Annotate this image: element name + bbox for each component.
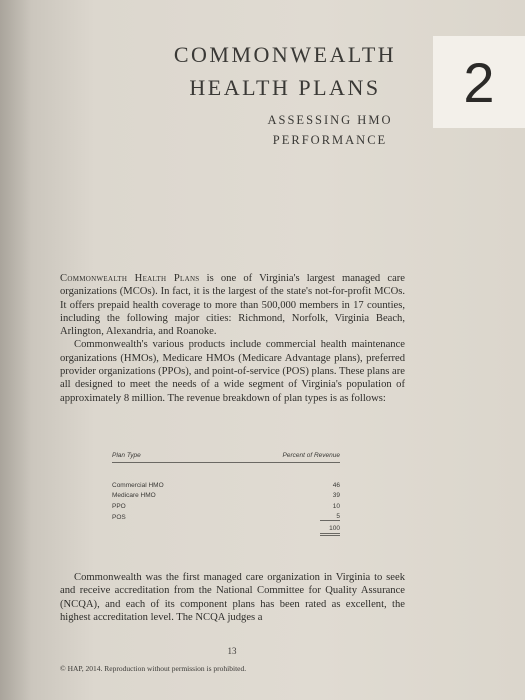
table-row bbox=[112, 501, 340, 512]
paragraph-2: Commonwealth's various products include commercial health maintenance organizations (HMOs), Medicare HMOs (Medicare Advantage plans), preferred provider organizations (PPOs), and point-of-service (POS) plans. These plans are all designed to meet the needs of a wide segment of Virginia's population of approximately 8 million. The revenue breakdown of plan types is as follows: bbox=[60, 339, 405, 404]
plan-type-cell: Medicare HMO bbox=[112, 492, 156, 500]
table-row bbox=[112, 512, 340, 523]
paragraph-3: Commonwealth was the first managed care organization in Virginia to seek and receive accreditation from the National Committee for Quality Assurance (NCQA), and each of its component plans has been rated as excellent, the highest accreditation level. The NCQA judges a bbox=[60, 572, 405, 623]
percent-cell: 5 bbox=[320, 513, 340, 521]
table-row bbox=[112, 480, 340, 491]
revenue-table-header bbox=[112, 452, 340, 463]
chapter-subtitle-line-1: ASSESSING HMO bbox=[267, 113, 393, 127]
chapter-number-tab bbox=[433, 36, 525, 128]
copyright-notice: © HAP, 2014. Reproduction without permission is prohibited. bbox=[60, 664, 247, 673]
revenue-table-body bbox=[112, 480, 340, 536]
plan-type-cell: PPO bbox=[112, 502, 126, 510]
chapter-title bbox=[150, 38, 420, 104]
body-text bbox=[60, 272, 405, 405]
plan-type-cell: POS bbox=[112, 513, 126, 521]
percent-cell: 10 bbox=[332, 502, 340, 510]
company-name-smallcaps: Commonwealth Health Plans bbox=[60, 273, 200, 284]
table-row bbox=[112, 491, 340, 502]
chapter-title-line-1: COMMONWEALTH bbox=[173, 42, 397, 67]
total-cell: 100 bbox=[320, 525, 340, 536]
paragraph-1-text: is one of Virginia's largest managed care organizations (MCOs). In fact, it is the largest of the state's not-for-profit MCOs. It offers prepaid health coverage to more than 500,000 members in 17 counties, including the following major cities: Richmond, Norfolk, Virginia Beach, Arlington, Alexandria, and Roanoke. bbox=[60, 273, 405, 338]
percent-cell: 39 bbox=[332, 492, 340, 500]
paragraph-1 bbox=[60, 272, 405, 338]
plan-type-cell: Commercial HMO bbox=[112, 481, 164, 489]
table-total-row bbox=[112, 525, 340, 536]
column-header-percent-revenue: Percent of Revenue bbox=[282, 452, 340, 459]
chapter-number: 2 bbox=[463, 50, 495, 114]
percent-cell: 46 bbox=[332, 481, 340, 489]
column-header-plan-type: Plan Type bbox=[112, 452, 141, 459]
chapter-subtitle bbox=[220, 110, 440, 150]
chapter-title-line-2: HEALTH PLANS bbox=[189, 75, 381, 100]
page-number: 13 bbox=[227, 646, 237, 656]
revenue-table bbox=[112, 452, 340, 536]
chapter-subtitle-line-2: PERFORMANCE bbox=[272, 133, 388, 147]
